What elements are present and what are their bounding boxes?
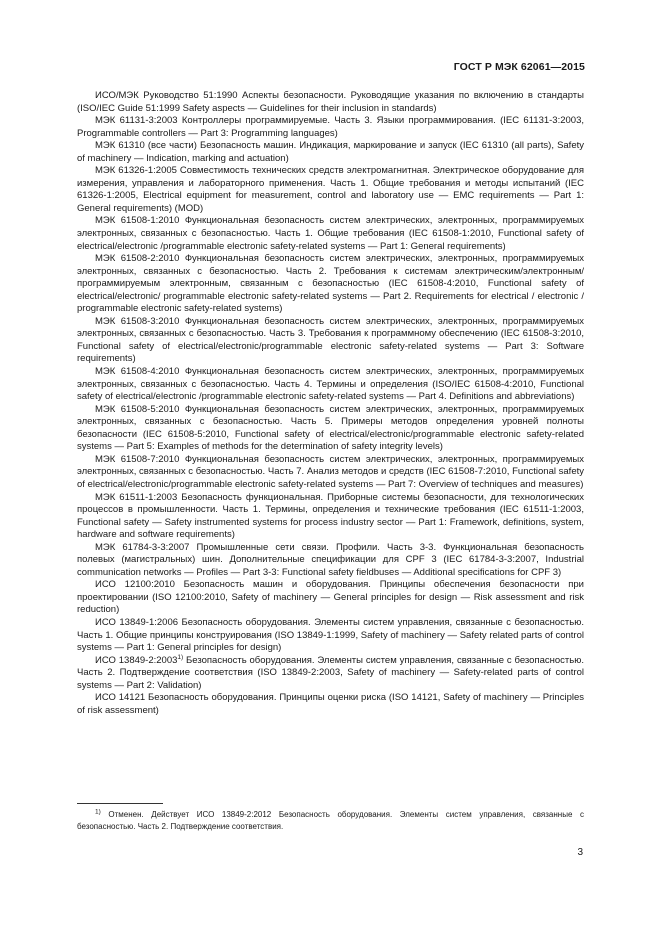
- document-header: ГОСТ Р МЭК 62061—2015: [453, 61, 585, 73]
- reference-iec-61511-1: МЭК 61511-1:2003 Безопасность функциональная. Приборные системы безопасности, для технологических процессов в промышленности. Часть 1. Термины, определения и технические требования (IEC 61511-1:2003, Functional safety — Safety instrumented systems for process industry sector — Part 1: Framework, definitions, system, hardware and software requirements): [77, 491, 584, 541]
- reference-iec-61508-5: МЭК 61508-5:2010 Функциональная безопасность систем электрических, электронных, программируемых электронных, связанных с безопасностью. Часть 5. Примеры методов определения уровней полноты безопасности (IEC 61508-5:2010, Functional safety of electrical/electronic/programmable electronic safety-related systems — Part 5: Examples of methods for the determination of safety integrity levels): [77, 403, 584, 453]
- footnote-mark: 1): [95, 808, 101, 816]
- reference-iso-13849-2: [77, 655, 584, 693]
- reference-iec-61310: МЭК 61310 (все части) Безопасность машин. Индикация, маркирование и запуск (IEC 61310 (all parts), Safety of machinery — Indication, marking and actuation): [77, 140, 584, 164]
- reference-iec-61508-1: МЭК 61508-1:2010 Функциональная безопасность систем электрических, электронных, программируемых электронных, связанных с безопасностью. Часть 1. Общие требования (IEC 61508-1:2010, Functional safety of electrical/electronic /programmable electronic safety-related systems — Part 1: General requirements): [77, 215, 584, 252]
- normative-references: [77, 90, 584, 717]
- reference-iec-61326-1: МЭК 61326-1:2005 Совместимость технических средств электромагнитная. Электрическое оборудование для измерения, управления и лабораторного применения. Часть 1. Общие требования и методы испытаний (IEC 61326-1:2005, Electrical equipment for measurement, control and laboratory use — EMC requirements — Part 1: General requirements) (MOD): [77, 165, 584, 214]
- reference-iec-61508-3: МЭК 61508-3:2010 Функциональная безопасность систем электрических, электронных, программируемых электронных, связанных с безопасностью. Часть 3. Требования к программному обеспечению (IEC 61508-3:2010, Functional safety of electrical/electronic/programmable electronic safety-related systems — Part 3: Software requirements): [77, 315, 584, 365]
- footnote-marker[interactable]: 1): [177, 653, 184, 661]
- reference-iso-iec-guide-51: ИСО/МЭК Руководство 51:1990 Аспекты безопасности. Руководящие указания по включению в стандарты (ISO/IEC Guide 51:1999 Safety aspects — Guidelines for their inclusion in standards): [77, 90, 584, 114]
- page-number: 3: [577, 847, 583, 858]
- reference-iso-14121: ИСО 14121 Безопасность оборудования. Принципы оценки риска (ISO 14121, Safety of machinery — Principles of risk assessment): [77, 692, 584, 716]
- reference-iso-13849-1: ИСО 13849-1:2006 Безопасность оборудования. Элементы систем управления, связанные с безопасностью. Часть 1. Общие принципы конструирования (ISO 13849-1:1999, Safety of machinery — Safety related parts of control systems — Part 1: General principles for design): [77, 616, 584, 654]
- reference-iec-61784-3-3: МЭК 61784-3-3:2007 Промышленные сети связи. Профили. Часть 3-3. Функциональная безопасность полевых (магистральных) шин. Дополнительные спецификации для CPF 3 (IEC 61784-3-3:2007, Industrial communication networks — Profiles — Part 3-3: Functional safety fieldbuses — Additional specifications for CPF 3): [77, 541, 584, 578]
- reference-lead: ИСО 13849-2:2003: [95, 654, 178, 666]
- footnote: [77, 809, 584, 832]
- footnote-divider: [77, 803, 163, 804]
- reference-text: Безопасность оборудования. Элементы систем управления, связанные с безопасностью. Часть 2. Подтверждение соответствия (ISO 13849-2:2003, Safety of machinery — Safety-related parts of control systems — Part 2: Validation): [77, 654, 584, 691]
- reference-iec-61131-3: МЭК 61131-3:2003 Контроллеры программируемые. Часть 3. Языки программирования. (IEC 61131-3:2003, Programmable controllers — Part 3: Programming languages): [77, 115, 584, 139]
- reference-iso-12100: ИСО 12100:2010 Безопасность машин и оборудования. Принципы обеспечения безопасности при проектировании (ISO 12100:2010, Safety of machinery — General principles for design — Risk assessment and risk reduction): [77, 579, 584, 616]
- reference-iec-61508-4: МЭК 61508-4:2010 Функциональная безопасность систем электрических, электронных, программируемых электронных, связанных с безопасностью. Часть 4. Термины и определения (ISO/IEC 61508-4:2010, Functional safety of electrical/electronic /programmable electronic safety-related systems — Part 4. Definitions and abbreviations): [77, 366, 584, 403]
- footnote-text: Отменен. Действует ИСО 13849-2:2012 Безопасность оборудования. Элементы систем управления, связанные с безопасностью. Часть 2. Подтверждение соответствия.: [77, 810, 584, 831]
- reference-iec-61508-2: МЭК 61508-2:2010 Функциональная безопасность систем электрических, электронных, программируемых электронных, связанных с безопасностью. Часть 2. Требования к системам электрическим/электронным/программируемым электронным, связанным с безопасностью (IEC 61508-4:2010, Functional safety of electrical/electronic/ programmable electronic safety-related systems — Part 2. Requirements for electrical / electronic / programmable electronic safety-related systems): [77, 253, 584, 315]
- reference-iec-61508-7: МЭК 61508-7:2010 Функциональная безопасность систем электрических, электронных, программируемых электронных, связанных с безопасностью. Часть 7. Анализ методов и средств (IEC 61508-7:2010, Functional safety of electrical/electronic/programmable electronic safety-related systems — Part 7: Overview of techniques and measures): [77, 453, 584, 490]
